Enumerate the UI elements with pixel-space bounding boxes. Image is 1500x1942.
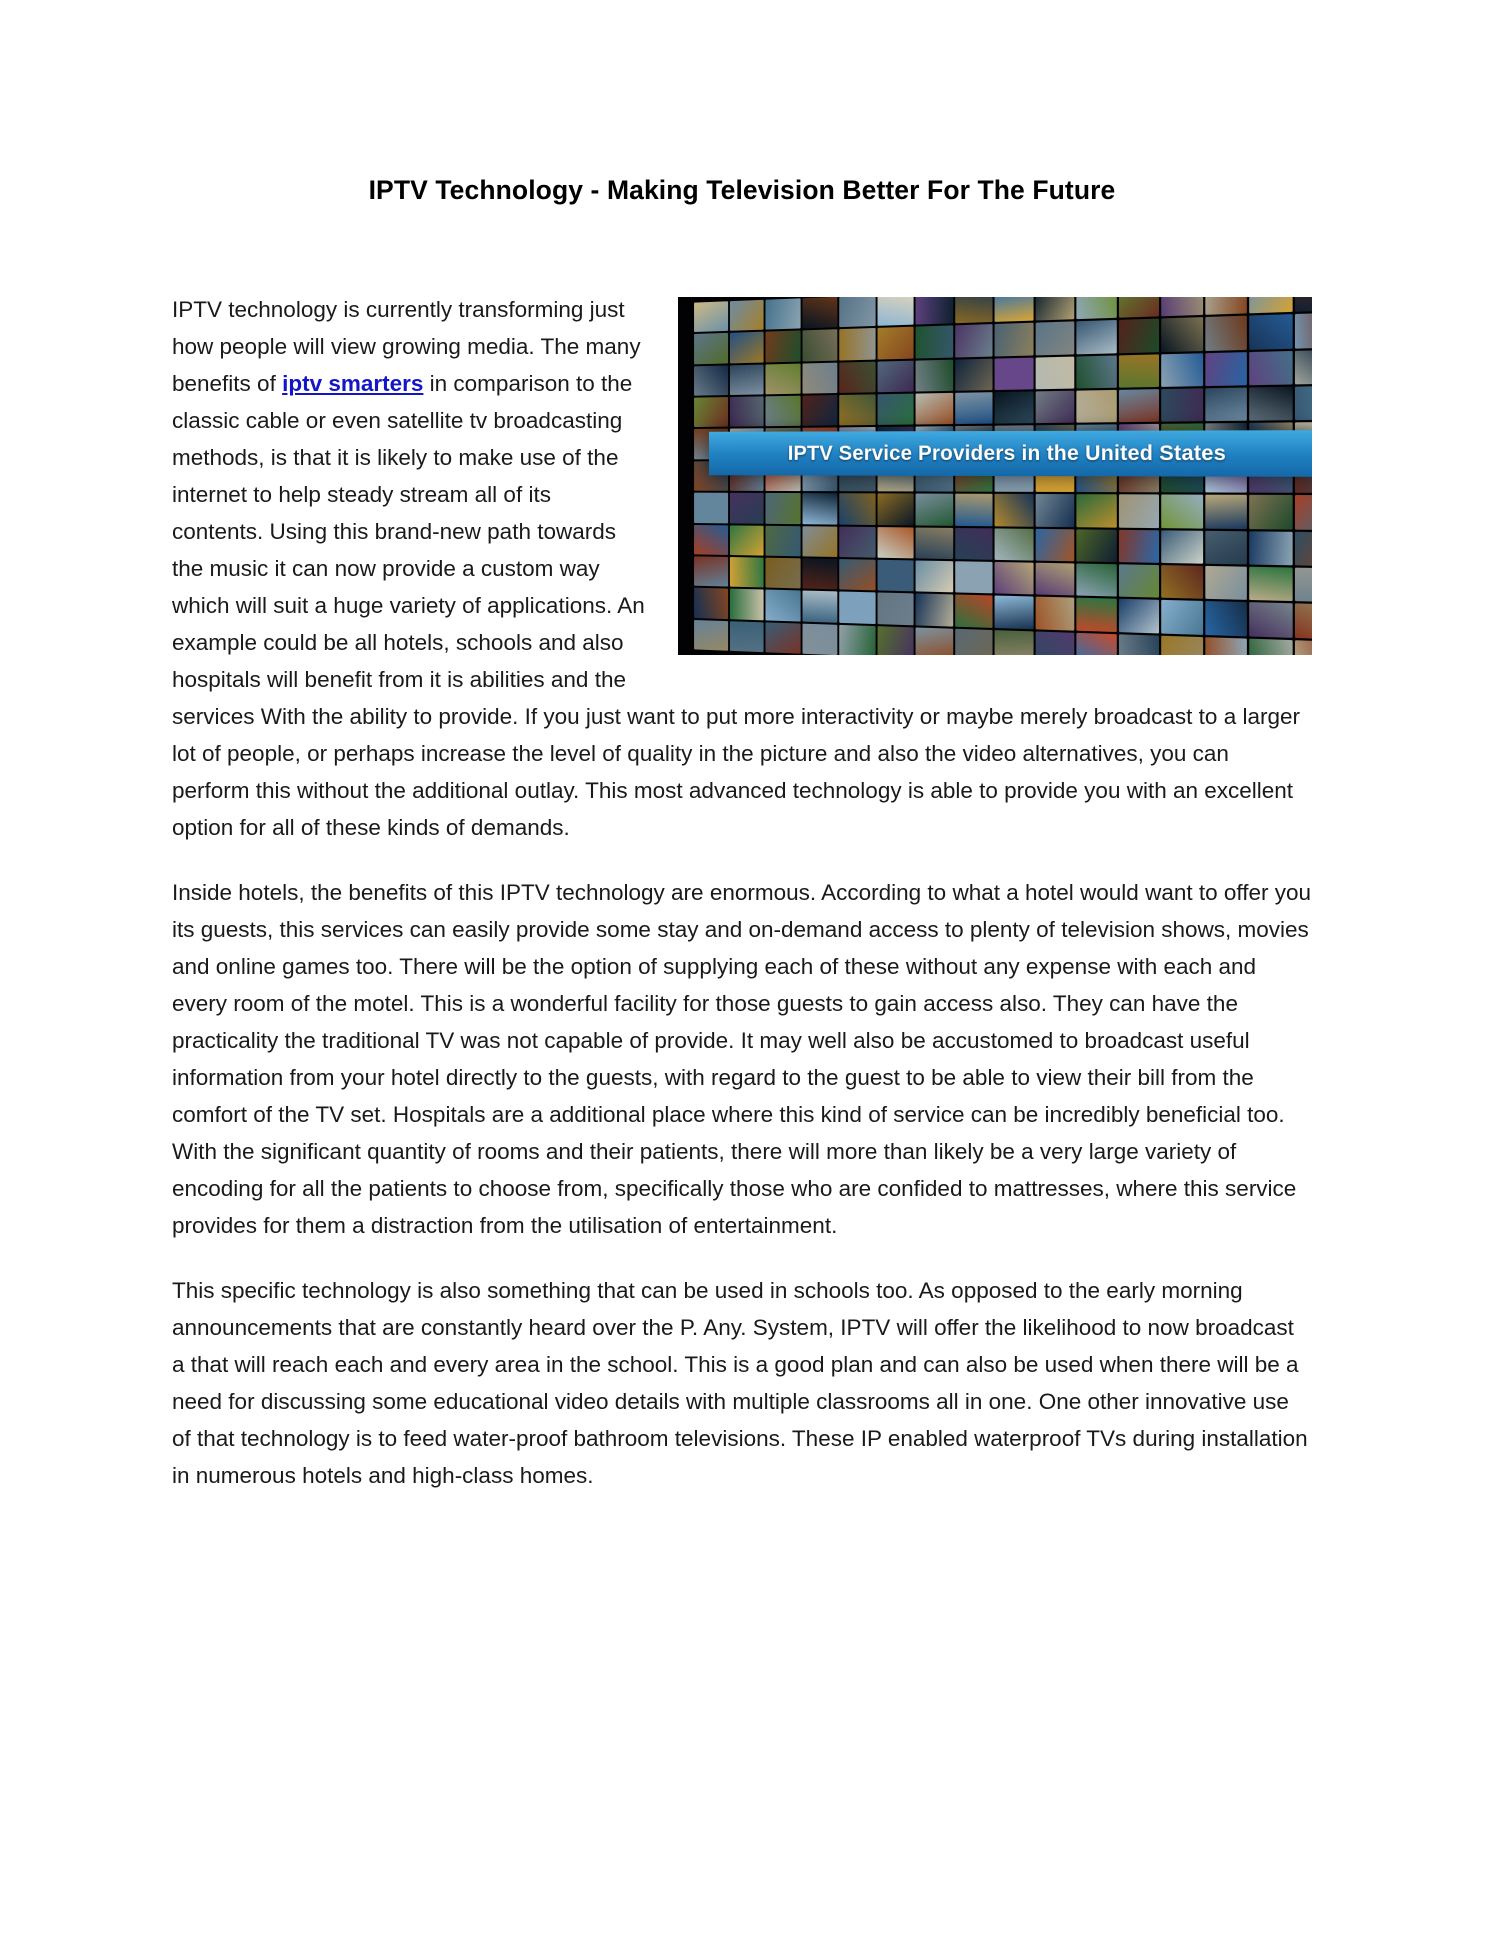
paragraph-1-text-after-link: in comparison to the classic cable or even satellite tv broadcasting methods, is that it is likely to make use of the internet to help steady stream all of its contents. Using this brand-new path towards the music it can now provide a custom way which will suit a huge variety of applications. An example could be all hotels, schools and also hospitals will benefit from it is abilities and the services With the ability to provide. If you just want to put more interactivity or maybe merely broadcast to a larger lot of people, or perhaps increase the level of quality in the picture and also the video alternatives, you can perform this without the additional outlay. This most advanced technology is able to provide you with an excellent option for all of these kinds of demands. (172, 371, 1300, 840)
image-banner (709, 430, 1312, 476)
iptv-smarters-link[interactable]: iptv smarters (282, 371, 424, 396)
page-title: IPTV Technology - Making Television Better For The Future (368, 175, 1116, 205)
video-wall-graphic (678, 297, 1312, 655)
paragraph-1-text-before-link: IPTV technology is currently transforming just how people will view growing media. The many benefits of (172, 297, 641, 396)
paragraph-3: This specific technology is also something that can be used in schools too. As opposed to the early morning announcements that are constantly heard over the P. Any. System, IPTV will offer the likelihood to now broadcast a that will reach each and every area in the school. This is a good plan and can also be used when there will be a need for discussing some educational video details with multiple classrooms all in one. One other innovative use of that technology is to feed water-proof bathroom televisions. These IP enabled waterproof TVs during installation in numerous hotels and high-class homes. (172, 1278, 1308, 1488)
paragraph-2: Inside hotels, the benefits of this IPTV technology are enormous. According to what a hotel would want to offer you its guests, this services can easily provide some stay and on-demand access to plenty of television shows, movies and online games too. There will be the option of supplying each of these without any expense with each and every room of the motel. This is a wonderful facility for those guests to gain access also. They can have the practicality the traditional TV was not capable of provide. It may well also be accustomed to broadcast useful information from your hotel directly to the guests, with regard to the guest to be able to view their bill from the comfort of the TV set. Hospitals are a additional place where this kind of service can be incredibly beneficial too. With the significant quantity of rooms and their patients, there will more than likely be a very large variety of encoding for all the patients to choose from, specifically those who are confided to mattresses, where this service provides for them a distraction from the utilisation of entertainment. (172, 880, 1312, 1238)
image-banner-text: IPTV Service Providers in the United States (787, 441, 1227, 466)
document-body (172, 0, 1312, 1522)
iptv-video-wall-image (678, 297, 1312, 655)
article-content (172, 291, 1312, 1494)
